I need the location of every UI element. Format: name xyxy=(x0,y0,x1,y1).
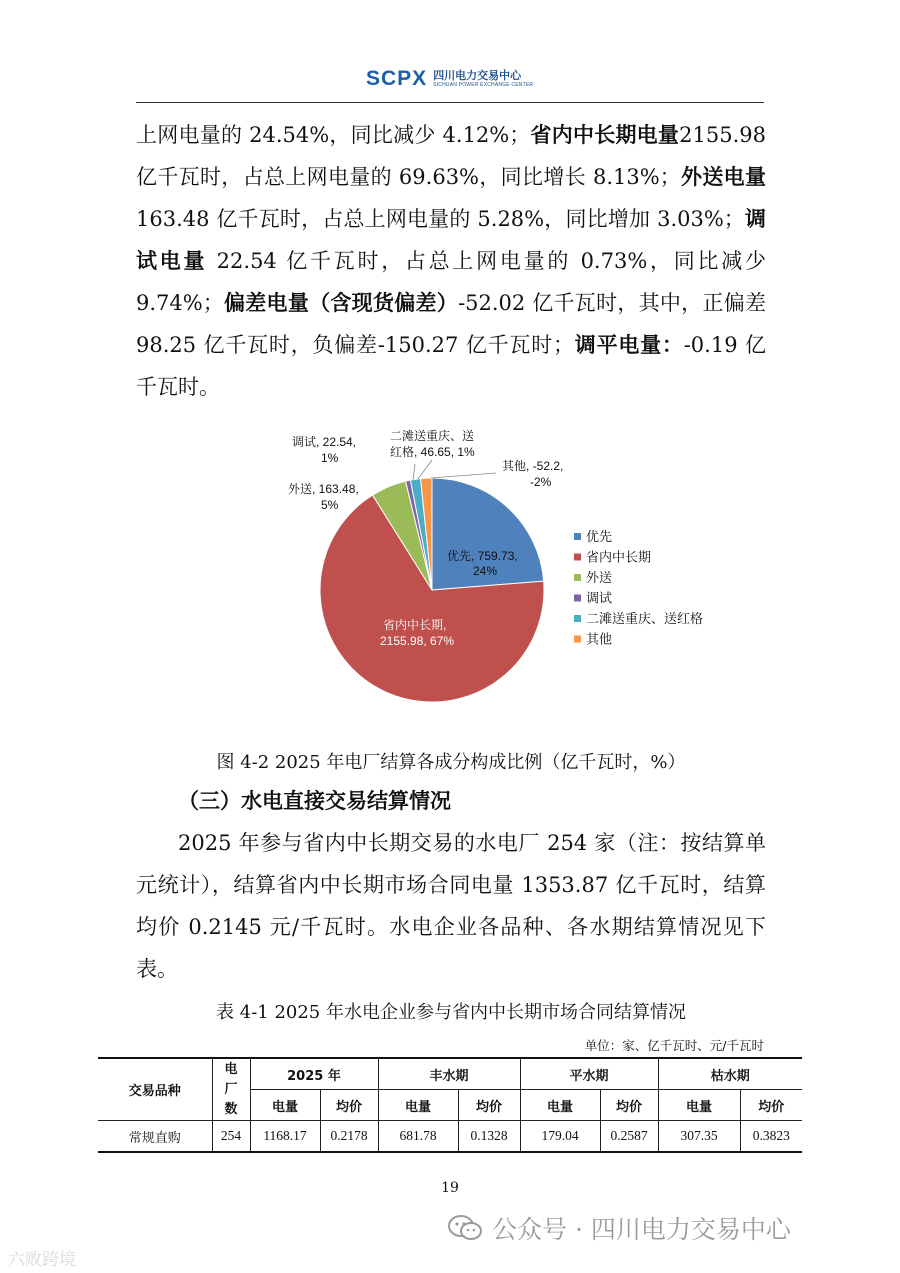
leader-lines xyxy=(413,460,496,480)
legend-swatch-tiaoshi xyxy=(574,595,581,602)
legend-entry-tiaoshi: 调试 xyxy=(586,590,613,606)
table-cell: 常规直购 xyxy=(98,1121,212,1153)
legend-swatch-qita xyxy=(574,636,581,643)
data-label-youxian: 优先, 759.73, 24% xyxy=(447,549,518,578)
subheader-volume: 电量 xyxy=(250,1090,320,1121)
table-cell: 179.04 xyxy=(520,1121,600,1153)
data-label-waisong: 外送, 163.48, 5% xyxy=(288,482,359,512)
table-cell: 1168.17 xyxy=(250,1121,320,1153)
legend-entry-waisong: 外送 xyxy=(586,570,613,585)
legend-entry-shengnei: 省内中长期 xyxy=(586,549,652,565)
header-group-dry-season: 枯水期 xyxy=(658,1058,802,1090)
pie-chart xyxy=(220,420,740,720)
chart-legend xyxy=(574,529,703,647)
legend-entry-youxian: 优先 xyxy=(586,529,613,544)
table-row xyxy=(98,1121,802,1153)
table-cell: 0.3823 xyxy=(740,1121,802,1153)
wechat-icon xyxy=(448,1214,482,1242)
header-trade-type: 交易品种 xyxy=(98,1058,212,1121)
table-cell: 307.35 xyxy=(658,1121,740,1153)
paragraph-settlement-summary: 上网电量的 24.54%，同比减少 4.12%；省内中长期电量2155.98 亿千瓦时，占总上网电量的 69.63%，同比增长 8.13%；外送电量 163.48 亿千瓦时，占总上网电量的 5.28%，同比增加 3.03%；调试电量 22.54 亿千瓦时，占总上网电量的 0.73%，同比减少 9.74%；偏差电量（含现货偏差）-52.02 亿千瓦时，其中，正偏差 98.25 亿千瓦时，负偏差-150.27 亿千瓦时；调平电量：-0.19 亿千瓦时。 xyxy=(136,122,767,399)
wechat-watermark xyxy=(448,1210,791,1246)
page-number: 19 xyxy=(441,1180,459,1196)
legend-swatch-waisong xyxy=(574,574,581,581)
leader-line-ertan xyxy=(418,460,432,479)
paragraph-hydro-settlement: 2025 年参与省内中长期交易的水电厂 254 家（注：按结算单元统计），结算省内中长期市场合同电量 1353.87 亿千瓦时，结算均价 0.2145 元/千瓦时。水电企业各品种、各水期结算情况见下表。 xyxy=(136,831,766,981)
legend-entry-qita: 其他 xyxy=(586,631,613,647)
pie-chart-svg xyxy=(220,420,740,720)
figure-caption: 图 4-2 2025 年电厂结算各成分构成比例（亿千瓦时，%） xyxy=(216,752,686,773)
header-group-normal-season: 平水期 xyxy=(520,1058,658,1090)
pie-slices xyxy=(320,478,544,702)
data-label-ertan: 二滩送重庆、送 红格, 46.65, 1% xyxy=(390,429,475,459)
logo-chinese-name: 四川电力交易中心 xyxy=(433,69,522,82)
table-cell: 254 xyxy=(212,1121,250,1153)
page-header xyxy=(136,62,764,103)
table-cell: 0.1328 xyxy=(458,1121,520,1153)
table-caption: 表 4-1 2025 年水电企业参与省内中长期市场合同结算情况 xyxy=(216,1002,686,1023)
subheader-price: 均价 xyxy=(320,1090,378,1121)
subheader-price: 均价 xyxy=(600,1090,658,1121)
header-group-wet-season: 丰水期 xyxy=(378,1058,520,1090)
corner-watermark: 六败跨境 xyxy=(8,1250,76,1270)
unit-note: 单位：家、亿千瓦时、元/千瓦时 xyxy=(584,1038,764,1053)
data-label-tiaoshi: 调试, 22.54, 1% xyxy=(292,435,357,465)
legend-swatch-youxian xyxy=(574,533,581,540)
subheader-price: 均价 xyxy=(740,1090,802,1121)
settlement-table xyxy=(98,1057,802,1153)
legend-entry-ertan: 二滩送重庆、送红格 xyxy=(586,611,704,626)
leader-line-tiaoshi xyxy=(413,464,415,480)
header-plant-count: 电 厂 数 xyxy=(212,1058,250,1121)
subheader-price: 均价 xyxy=(458,1090,520,1121)
data-label-qita: 其他, -52.2, -2% xyxy=(502,459,564,489)
header-group-2025: 2025 年 xyxy=(250,1058,378,1090)
logo xyxy=(366,67,533,91)
table-cell: 681.78 xyxy=(378,1121,458,1153)
legend-swatch-shengnei xyxy=(574,554,581,561)
logo-english-name: SICHUAN POWER EXCHANGE CENTER xyxy=(433,81,534,88)
table-cell: 0.2178 xyxy=(320,1121,378,1153)
subheader-volume: 电量 xyxy=(658,1090,740,1121)
table-cell: 0.2587 xyxy=(600,1121,658,1153)
legend-swatch-ertan xyxy=(574,615,581,622)
subheader-volume: 电量 xyxy=(378,1090,458,1121)
logo-mark: SCPX xyxy=(366,67,428,90)
watermark-text: 公众号 · 四川电力交易中心 xyxy=(492,1215,791,1244)
subheader-volume: 电量 xyxy=(520,1090,600,1121)
leader-line-qita xyxy=(431,473,496,478)
section-heading: （三）水电直接交易结算情况 xyxy=(178,788,451,813)
data-label-shengnei: 省内中长期, 2155.98, 67% xyxy=(380,618,455,648)
